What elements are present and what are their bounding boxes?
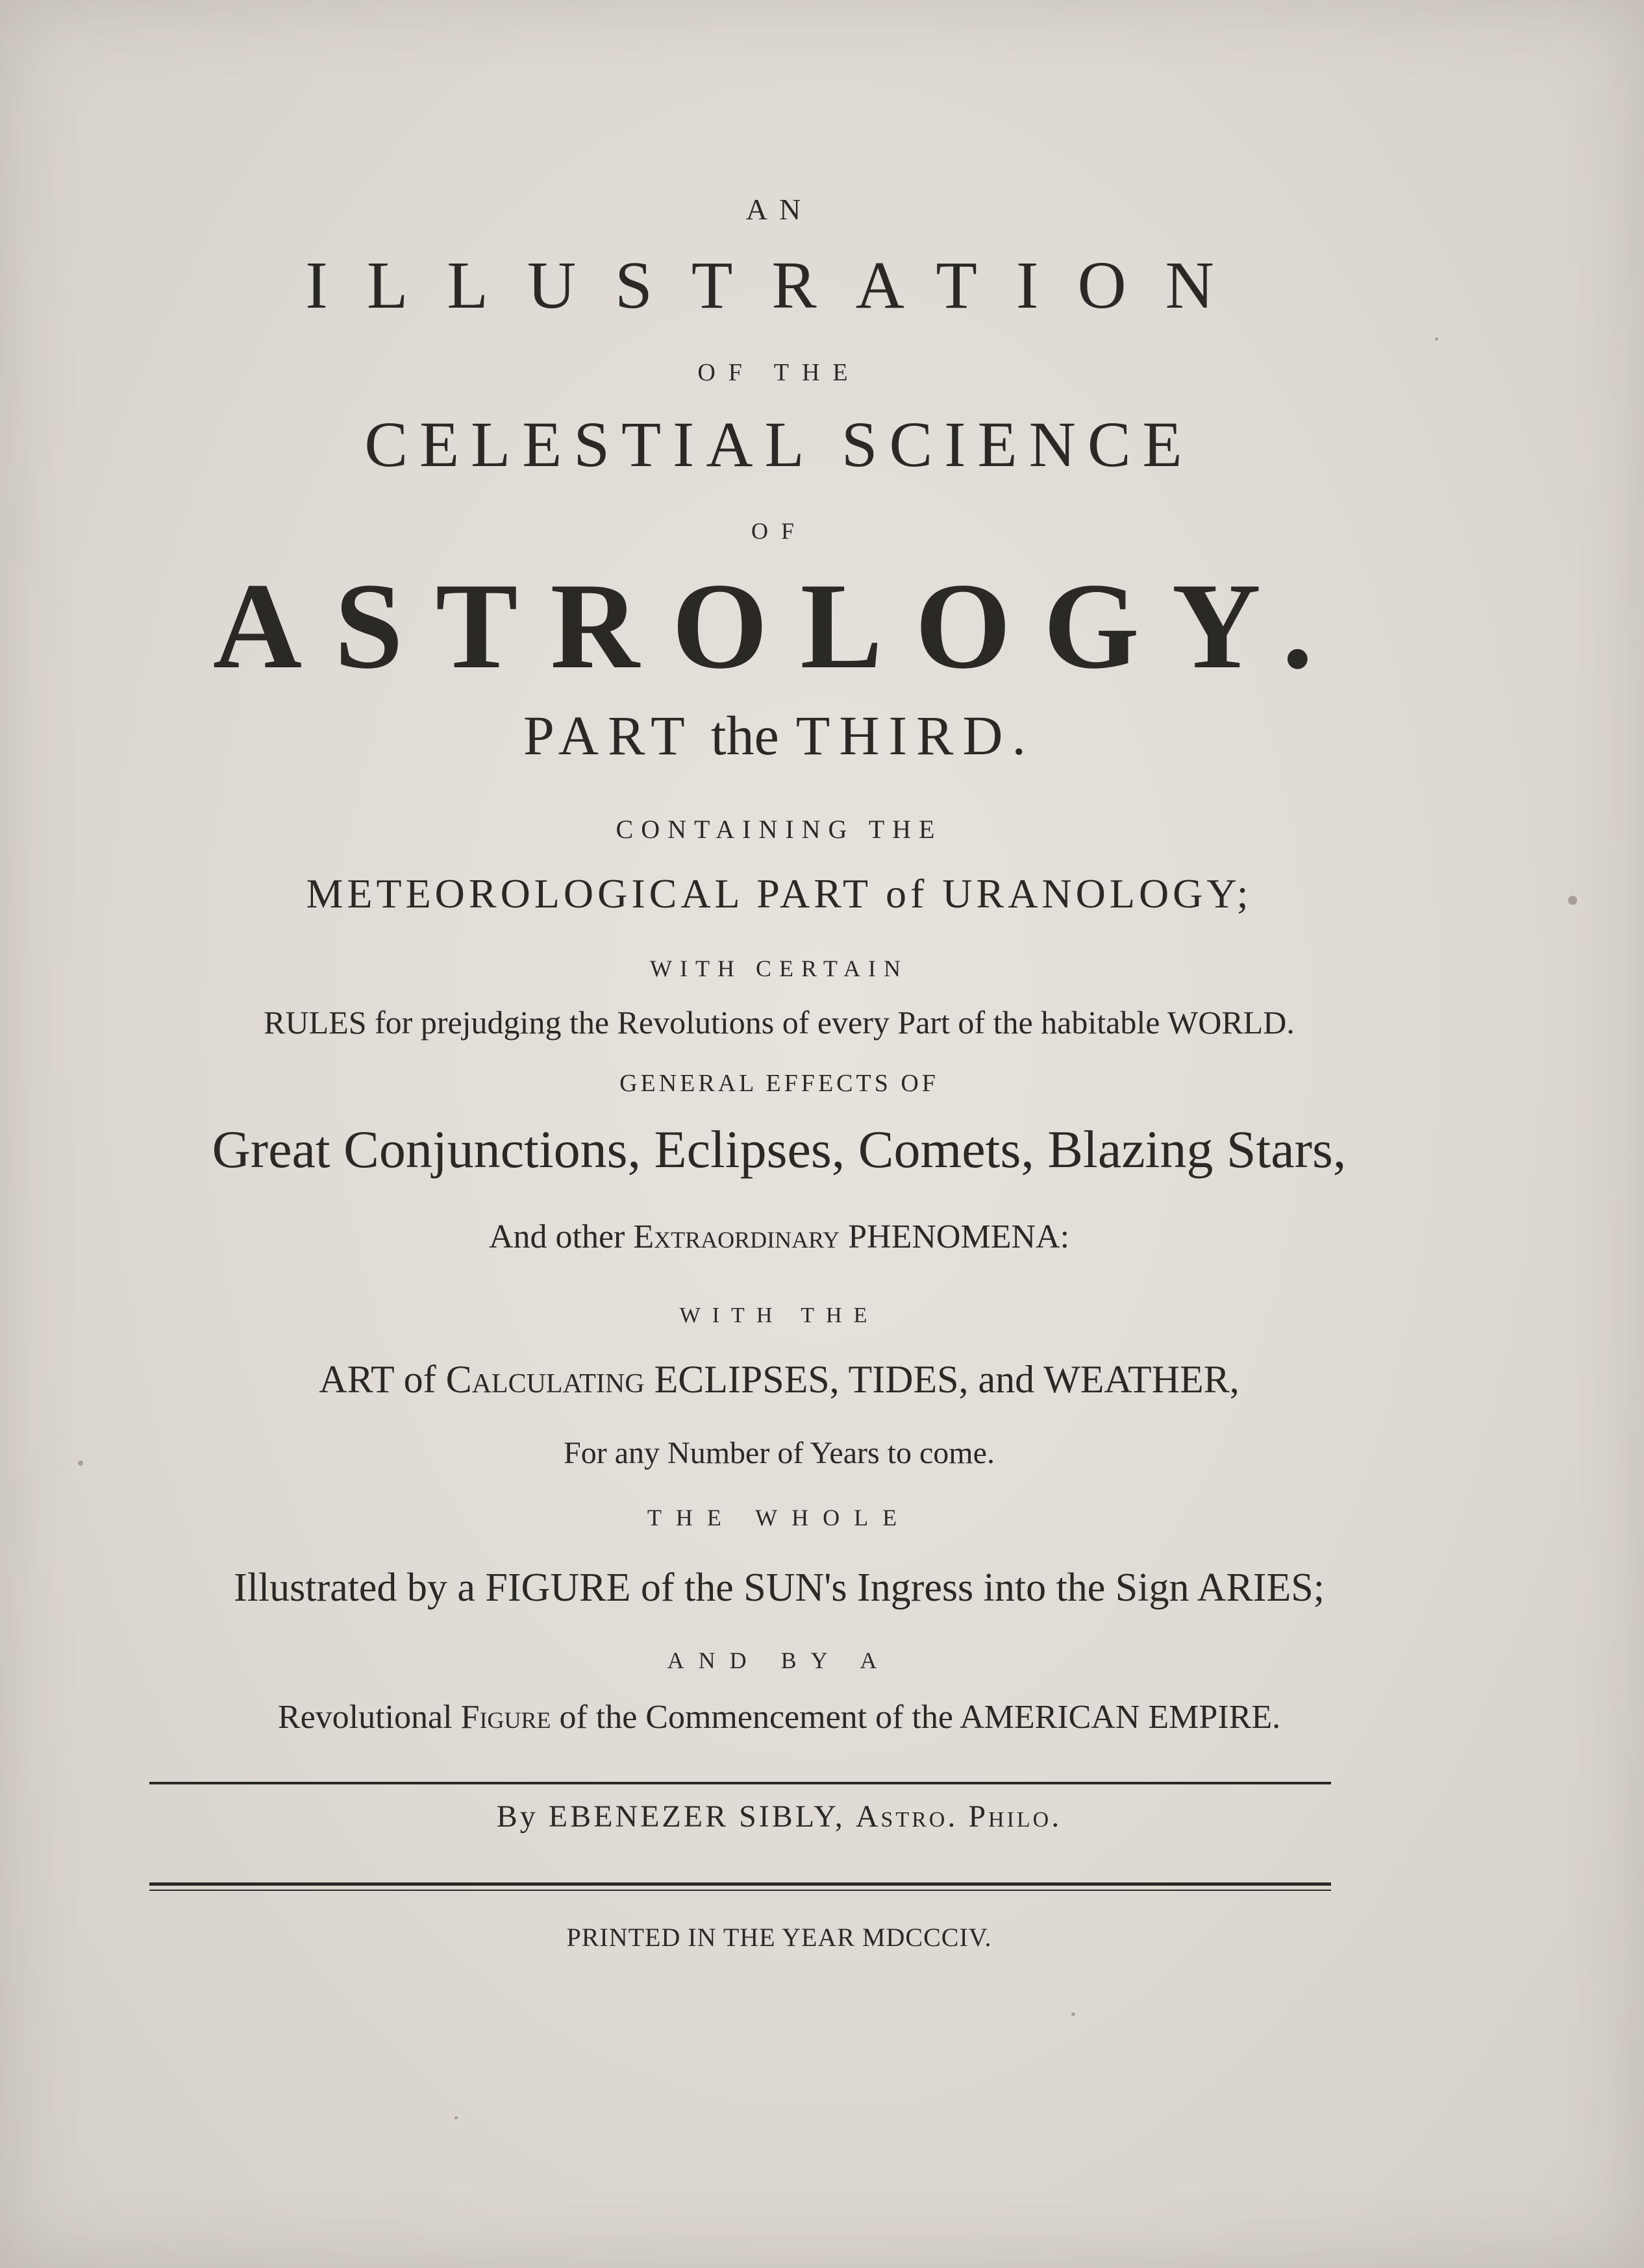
and-by-a: AND BY A [667,1647,891,1673]
meteorological-of: of [885,870,928,917]
and-other-text: And other [488,1218,625,1255]
author-by: By [496,1799,538,1834]
figure-text: Figure [460,1699,551,1736]
meteorological-uranology: URANOLOGY; [942,870,1252,917]
rules-line [0,1006,1558,1039]
calculating-text: Calculating [445,1358,645,1401]
paper-speck [1071,2012,1075,2016]
with-the: WITH THE [679,1303,879,1327]
paper-speck [78,1461,83,1466]
meteorological-part: METEOROLOGICAL PART [306,870,871,917]
rules-world: WORLD. [1167,1004,1295,1041]
author-line [0,1801,1558,1832]
rules-text: for prejudging the Revolutions of every Part of the habitable [375,1004,1160,1041]
rules-word: RULES [264,1004,367,1041]
title-astrology: ASTROLOGY. [212,558,1346,695]
paper-speck [455,2116,458,2119]
art-of-line [0,1360,1558,1399]
author-name: EBENEZER SIBLY, [548,1799,845,1834]
title-illustration: ILLUSTRATION [305,248,1253,323]
art-of-text: ART of [319,1358,436,1401]
and-other-line [0,1220,1558,1254]
title-part-the-third [0,704,1558,767]
great-conjunctions-line: Great Conjunctions, Eclipses, Comets, Blazing Stars, [212,1120,1347,1179]
part-word: PART [523,704,694,767]
divider-rule-top [149,1782,1331,1784]
eclipses-tides-weather-text: ECLIPSES, TIDES, and WEATHER, [654,1358,1239,1401]
illustrated-by-line: Illustrated by a FIGURE of the SUN's Ingress into the Sign ARIES; [234,1566,1325,1610]
containing-the: CONTAINING THE [616,815,943,844]
with-certain: WITH CERTAIN [650,955,908,981]
for-any-number-line: For any Number of Years to come. [564,1436,995,1470]
extraordinary-text: Extraordinary [633,1218,840,1255]
revolutional-line [0,1701,1558,1734]
the-word: the [710,704,779,767]
title-an: AN [745,193,813,226]
paper-speck [1568,896,1577,905]
revolutional-text: Revolutional [277,1699,453,1736]
title-of-the: OF THE [697,359,861,386]
the-whole: THE WHOLE [647,1505,912,1531]
divider-rule-double-lower [149,1890,1331,1891]
paper-speck [1435,338,1438,341]
phenomena-text: PHENOMENA: [848,1218,1070,1255]
title-of: OF [751,518,808,544]
commencement-text: of the Commencement of the AMERICAN EMPIRE. [559,1699,1281,1736]
author-title: Astro. Philo. [855,1799,1062,1834]
title-celestial-science: CELESTIAL SCIENCE [364,408,1194,480]
divider-rule-double-upper [149,1882,1331,1886]
general-effects-of: GENERAL EFFECTS OF [619,1070,939,1097]
imprint-line: PRINTED IN THE YEAR MDCCCIV. [566,1923,992,1952]
third-word: THIRD. [795,704,1036,767]
meteorological-line [0,870,1558,917]
